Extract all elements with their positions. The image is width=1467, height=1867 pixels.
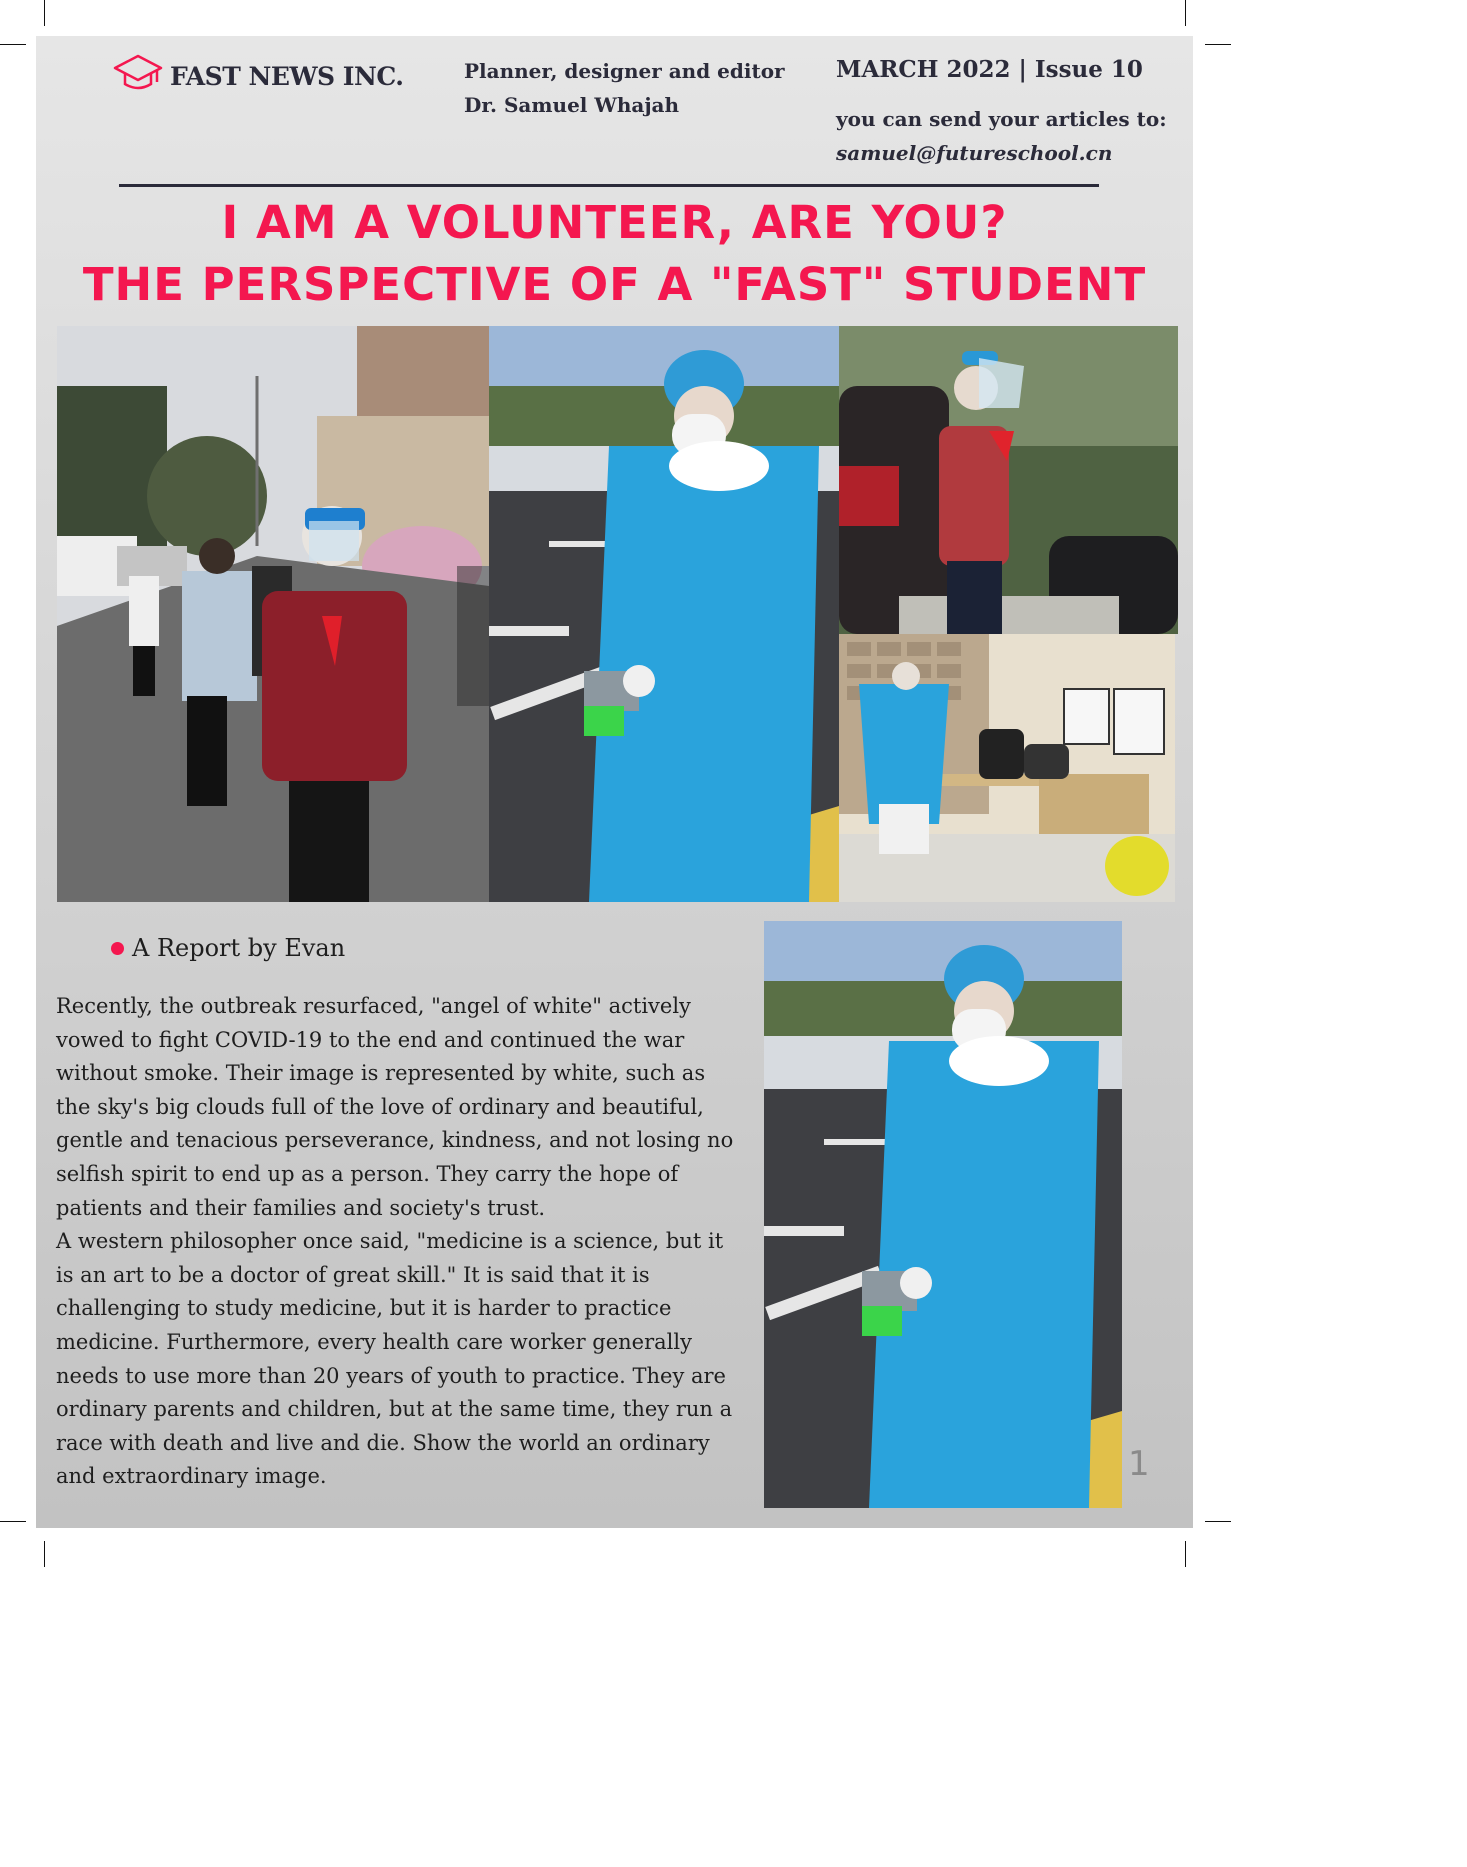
page-number: 1 (1128, 1444, 1150, 1484)
editor-credit (464, 54, 785, 122)
headline-line-1: I AM A VOLUNTEER, ARE YOU? (221, 196, 1008, 249)
headline-line-2: THE PERSPECTIVE OF A "FAST" STUDENT (82, 258, 1147, 311)
submission-info (836, 102, 1167, 170)
byline (111, 934, 345, 962)
brand (112, 52, 404, 101)
article-body (56, 990, 746, 1494)
photo-volunteer-resting (839, 634, 1175, 902)
newsletter-page (36, 36, 1193, 1528)
submission-text: you can send your articles to: (836, 107, 1167, 131)
article-paragraph-2: A western philosopher once said, "medicine is a science, but it is an art to be a doctor of great skill." It is said that it is challenging to study medicine, but it is harder to practice medicine. Furthermore, every health care worker generally needs to use more than 20 years of youth to practice. They are ordinary parents and children, but at the same time, they run a race with death and live and die. Show the world an ordinary and extraordinary image. (56, 1229, 733, 1489)
article-paragraph-1: Recently, the outbreak resurfaced, "angel of white" actively vowed to fight COVID-19 to the end and continued the war without smoke. Their image is represented by white, such as the sky's big clouds full of the love of ordinary and beautiful, gentle and tenacious perseverance, kindness, and not losing no selfish spirit to end up as a person. They carry the hope of patients and their families and society's trust. (56, 994, 734, 1220)
photo-standing-by-cars (839, 326, 1178, 634)
photo-volunteer-street (489, 326, 839, 902)
submission-email[interactable]: samuel@futureschool.cn (836, 141, 1113, 165)
crop-mark (0, 1521, 26, 1522)
crop-mark (44, 0, 45, 26)
crop-mark (1185, 0, 1186, 26)
photo-queue (57, 326, 489, 902)
byline-text: A Report by Evan (132, 934, 346, 962)
crop-mark (1185, 1541, 1186, 1567)
photo-volunteer-large (764, 921, 1122, 1508)
crop-mark (1205, 1521, 1231, 1522)
crop-mark (0, 44, 26, 45)
brand-name: FAST NEWS INC. (170, 62, 404, 91)
header-divider (119, 184, 1099, 187)
crop-mark (1205, 44, 1231, 45)
crop-mark (44, 1541, 45, 1567)
editor-name: Dr. Samuel Whajah (464, 93, 680, 117)
issue-info: MARCH 2022 | Issue 10 (836, 56, 1143, 83)
graduation-cap-icon (112, 52, 164, 101)
editor-role: Planner, designer and editor (464, 59, 785, 83)
bullet-dot (111, 942, 124, 955)
